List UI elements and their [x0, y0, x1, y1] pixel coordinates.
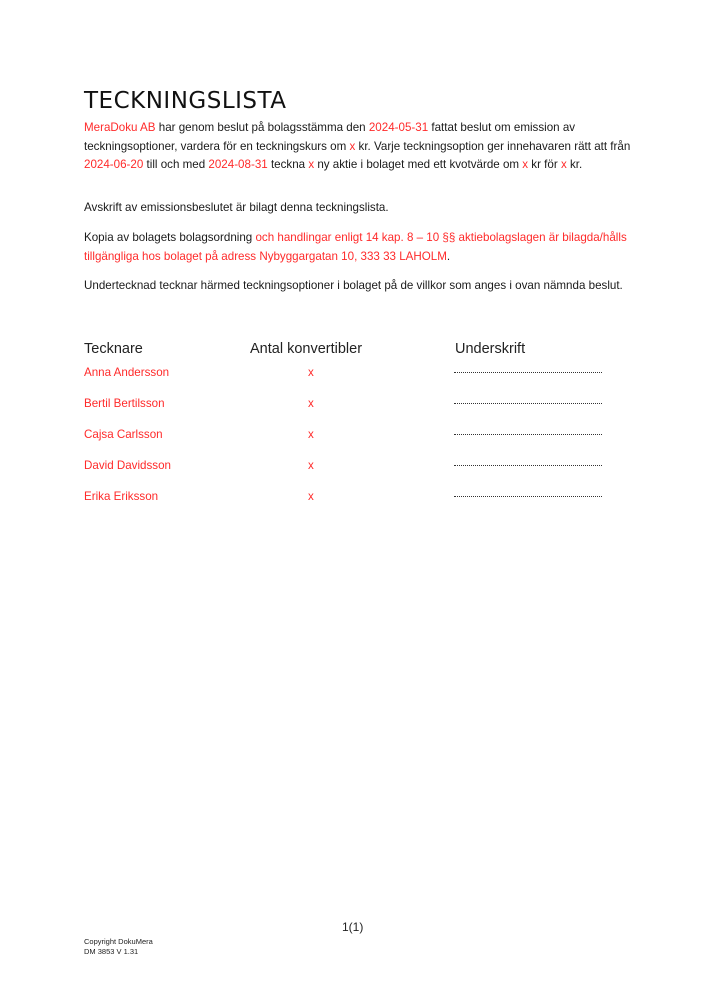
- undertaking-paragraph: Undertecknad tecknar härmed teckningsoptioner i bolaget på de villkor som anges i ovan nämnda beslut.: [84, 279, 623, 292]
- text-segment: har genom beslut på bolagsstämma den: [155, 121, 369, 134]
- text-segment: ny aktie i bolaget med ett kvotvärde om: [314, 158, 523, 171]
- signature-line[interactable]: [454, 465, 602, 466]
- table-row: [0, 490, 707, 510]
- text-segment: till och med: [143, 158, 209, 171]
- table-row: [0, 459, 707, 479]
- text-segment: kr för: [528, 158, 561, 171]
- header-subscriber: Tecknare: [84, 341, 143, 357]
- subscriber-name: Anna Andersson: [84, 366, 170, 379]
- subscriber-quantity: x: [308, 490, 314, 503]
- subscriber-name: David Davidsson: [84, 459, 171, 472]
- subscription-price: x: [349, 139, 356, 153]
- subscriber-quantity: x: [308, 366, 314, 379]
- subscriber-quantity: x: [308, 397, 314, 410]
- documents-address: och handlingar enligt 14 kap. 8 – 10 §§ aktiebolagslagen är bilagda/hålls tillgängliga hos bolaget på adress Nybyggargatan 10, 333 33 LAHOLM: [84, 231, 627, 263]
- header-quantity: Antal konvertibler: [250, 341, 363, 357]
- subscriber-quantity: x: [308, 428, 314, 441]
- signature-line[interactable]: [454, 434, 602, 435]
- start-date: 2024-06-20: [84, 158, 144, 171]
- subscriber-quantity: x: [308, 459, 314, 472]
- articles-paragraph: [84, 229, 644, 266]
- text-segment: kr. Varje teckningsoption ger innehavaren rätt att från: [355, 139, 631, 153]
- share-count: x: [308, 158, 315, 171]
- table-row: [0, 397, 707, 417]
- copyright-text: Copyright DokuMera: [84, 937, 153, 946]
- signature-line[interactable]: [454, 372, 602, 373]
- subscriber-name: Cajsa Carlsson: [84, 428, 163, 441]
- table-row: [0, 366, 707, 386]
- quota-value: x: [522, 158, 529, 171]
- end-date: 2024-08-31: [208, 158, 268, 171]
- text-segment: fattat beslut om emission av teckningsoptioner, vardera för en teckningskurs om: [84, 121, 576, 153]
- text-segment: .: [446, 249, 451, 263]
- text-segment: teckna: [267, 158, 309, 171]
- company-name: MeraDoku AB: [84, 121, 156, 134]
- signature-line[interactable]: [454, 403, 602, 404]
- document-version: DM 3853 V 1.31: [84, 947, 139, 956]
- copy-attached-paragraph: Avskrift av emissionsbeslutet är bilagt denna teckningslista.: [84, 201, 389, 214]
- intro-paragraph: [84, 119, 644, 175]
- text-segment: kr.: [566, 158, 583, 171]
- document-title: TECKNINGSLISTA: [84, 88, 287, 114]
- signature-line[interactable]: [454, 496, 602, 497]
- header-signature: Underskrift: [455, 341, 526, 357]
- table-row: [0, 428, 707, 448]
- text-segment: Kopia av bolagets bolagsordning: [84, 231, 256, 244]
- meeting-date: 2024-05-31: [368, 121, 429, 134]
- page-number: 1(1): [342, 920, 364, 934]
- footer: [84, 937, 153, 957]
- subscriber-name: Erika Eriksson: [84, 490, 159, 503]
- price-value: x: [560, 158, 567, 171]
- subscriber-name: Bertil Bertilsson: [84, 397, 165, 410]
